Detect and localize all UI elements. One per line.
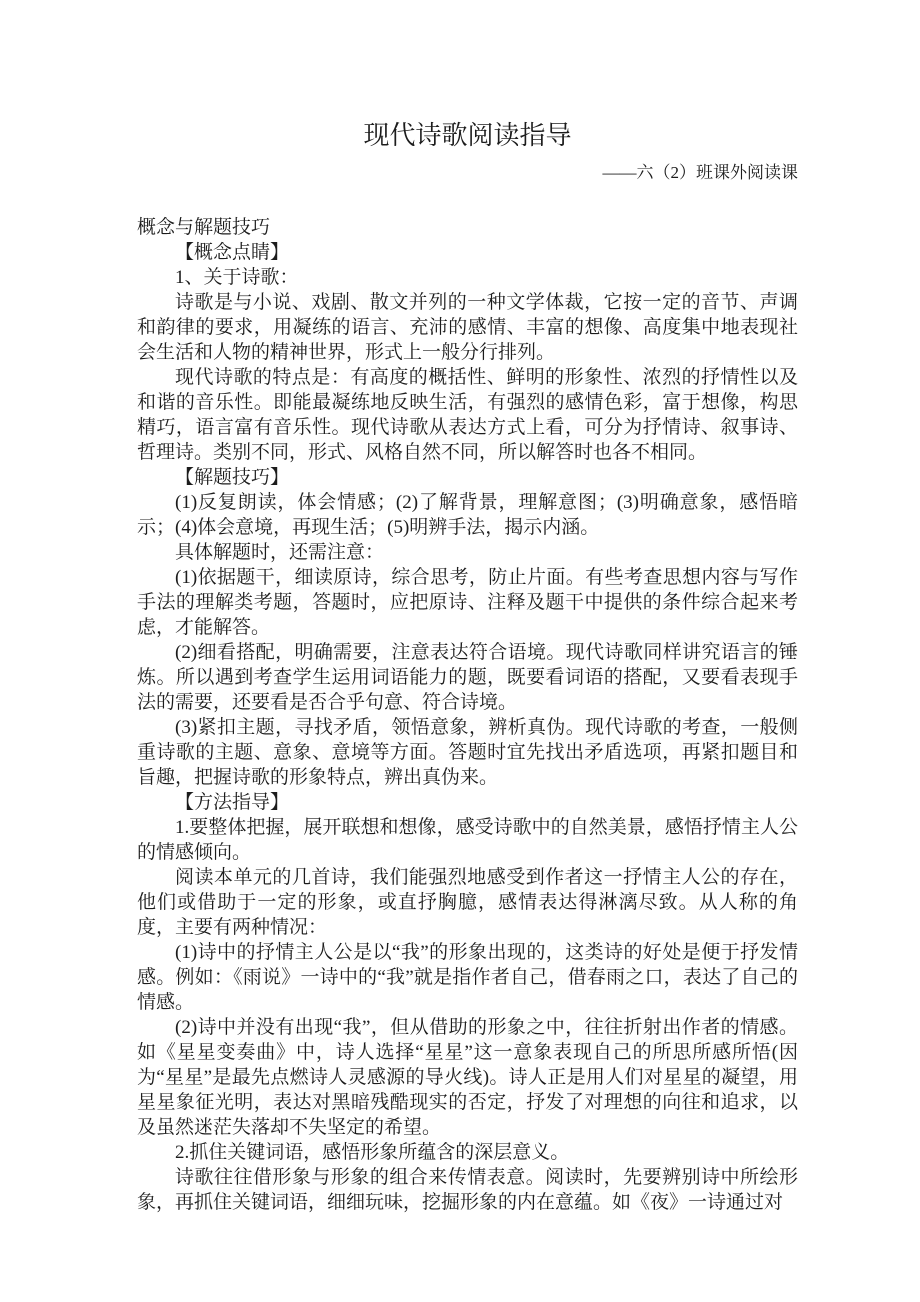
paragraph: (1)依据题干，细读原诗，综合思考，防止片面。有些考查思想内容与写作手法的理解类考题，答题时，应把原诗、注释及题干中提供的条件综合起来考虑，才能解答。 (137, 567, 798, 638)
paragraph: 诗歌往往借形象与形象的组合来传情表意。阅读时，先要辨别诗中所绘形象，再抓住关键词语，细细玩味，挖掘形象的内在意蕴。如《夜》一诗通过对 (137, 1167, 798, 1213)
paragraph: 阅读本单元的几首诗，我们能强烈地感受到作者这一抒情主人公的存在，他们或借助于一定的形象，或直抒胸臆，感情表达得淋漓尽致。从人称的角度，主要有两种情况： (137, 867, 798, 938)
paragraph: 现代诗歌的特点是：有高度的概括性、鲜明的形象性、浓烈的抒情性以及和谐的音乐性。即能最凝练地反映生活，有强烈的感情色彩，富于想像，构思精巧，语言富有音乐性。现代诗歌从表达方式上看，可分为抒情诗、叙事诗、哲理诗。类别不同，形式、风格自然不同，所以解答时也各不相同。 (137, 367, 798, 463)
paragraph: 【解题技巧】 (175, 467, 290, 488)
paragraph: (2)细看搭配，明确需要，注意表达符合语境。现代诗歌同样讲究语言的锤炼。所以遇到考查学生运用词语能力的题，既要看词语的搭配，又要看表现手法的需要，还要看是否合乎句意、符合诗境。 (137, 642, 798, 713)
paragraph: (1)反复朗读，体会情感；(2)了解背景，理解意图；(3)明确意象，感悟暗示；(4)体会意境，再现生活；(5)明辨手法，揭示内涵。 (137, 492, 798, 538)
paragraph: 【概念点睛】 (175, 242, 290, 263)
paragraph: (2)诗中并没有出现“我”，但从借助的形象之中，往往折射出作者的情感。如《星星变奏曲》中，诗人选择“星星”这一意象表现自己的所思所感所悟(因为“星星”是最先点燃诗人灵感源的导火线)。诗人正是用人们对星星的凝望，用星星象征光明，表达对黑暗残酷现实的否定，抒发了对理想的向往和追求，以及虽然迷茫失落却不失坚定的希望。 (137, 1017, 798, 1138)
paragraph: 概念与解题技巧 (137, 217, 271, 238)
paragraph: 2.抓住关键词语，感悟形象所蕴含的深层意义。 (175, 1142, 570, 1163)
paragraph: 1、关于诗歌： (175, 267, 299, 288)
paragraph: 1.要整体把握，展开联想和想像，感受诗歌中的自然美景，感悟抒情主人公的情感倾向。 (137, 817, 798, 863)
paragraph: (3)紧扣主题，寻找矛盾，领悟意象，辨析真伪。现代诗歌的考查，一般侧重诗歌的主题、意象、意境等方面。答题时宜先找出矛盾选项，再紧扣题目和旨趣，把握诗歌的形象特点，辨出真伪来。 (137, 717, 798, 788)
paragraph: 诗歌是与小说、戏剧、散文并列的一种文学体裁，它按一定的音节、声调和韵律的要求，用凝练的语言、充沛的感情、丰富的想像、高度集中地表现社会生活和人物的精神世界，形式上一般分行排列。 (137, 292, 798, 363)
paragraph: 具体解题时，还需注意： (175, 542, 385, 563)
paragraph: 【方法指导】 (175, 792, 290, 813)
page-subtitle: ——六（2）班课外阅读课 (602, 163, 798, 182)
paragraph: (1)诗中的抒情主人公是以“我”的形象出现的，这类诗的好处是便于抒发情感。例如：《雨说》一诗中的“我”就是指作者自己，借春雨之口，表达了自己的情感。 (137, 942, 798, 1013)
page-title: 现代诗歌阅读指导 (363, 121, 572, 150)
document-body (137, 215, 798, 1215)
